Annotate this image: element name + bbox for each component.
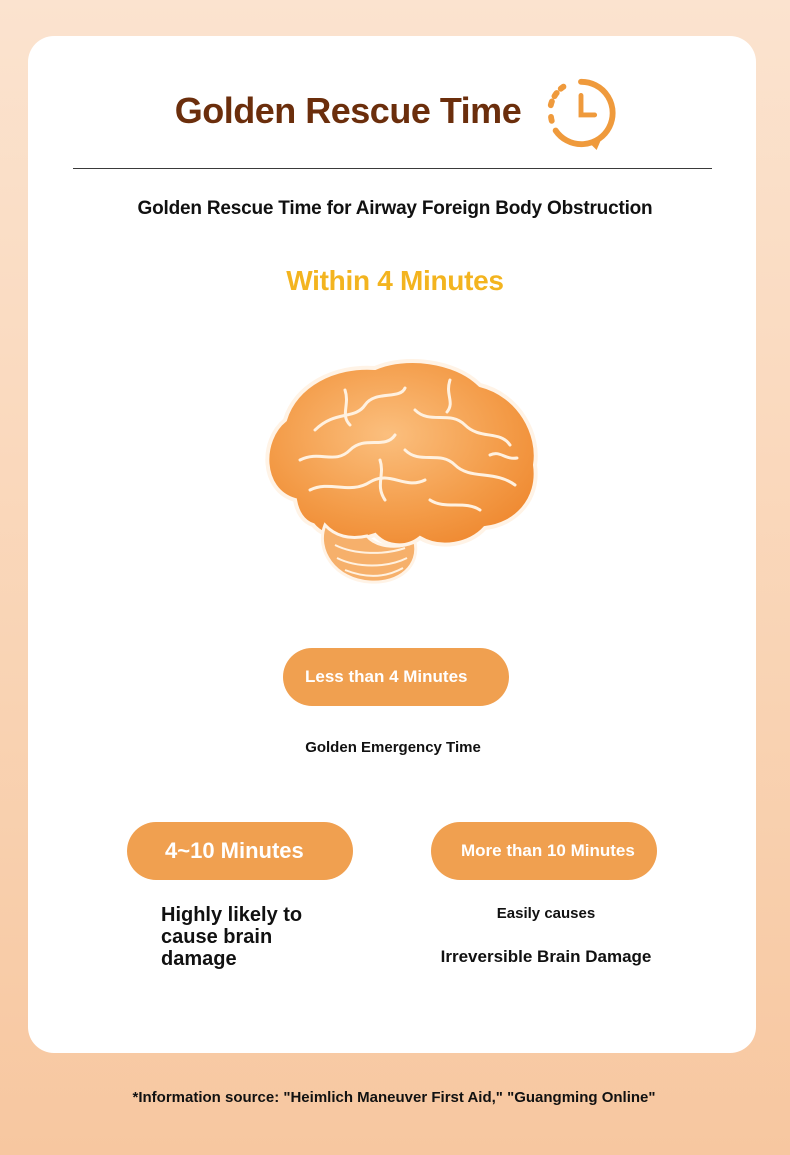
brain-illustration (255, 350, 545, 595)
stage-more-than-10-badge: More than 10 Minutes (431, 822, 657, 880)
clock-icon (542, 74, 620, 152)
page-title: Golden Rescue Time (174, 90, 522, 131)
stage-4-10-badge: 4~10 Minutes (127, 822, 353, 880)
stage-more-than-10-description: Irreversible Brain Damage (440, 947, 652, 966)
subtitle: Golden Rescue Time for Airway Foreign Body Obstruction (137, 198, 653, 219)
highlight-time: Within 4 Minutes (286, 265, 504, 296)
source-footnote: *Information source: "Heimlich Maneuver First Aid," "Guangming Online" (132, 1089, 656, 1106)
title-divider (73, 168, 712, 169)
stage-more-than-10-prefix: Easily causes (496, 905, 596, 922)
stage-4-10-description: Highly likely to cause brain damage (161, 904, 303, 970)
stage-less-than-4-badge: Less than 4 Minutes (283, 648, 509, 706)
stage-less-than-4-description: Golden Emergency Time (305, 739, 481, 756)
